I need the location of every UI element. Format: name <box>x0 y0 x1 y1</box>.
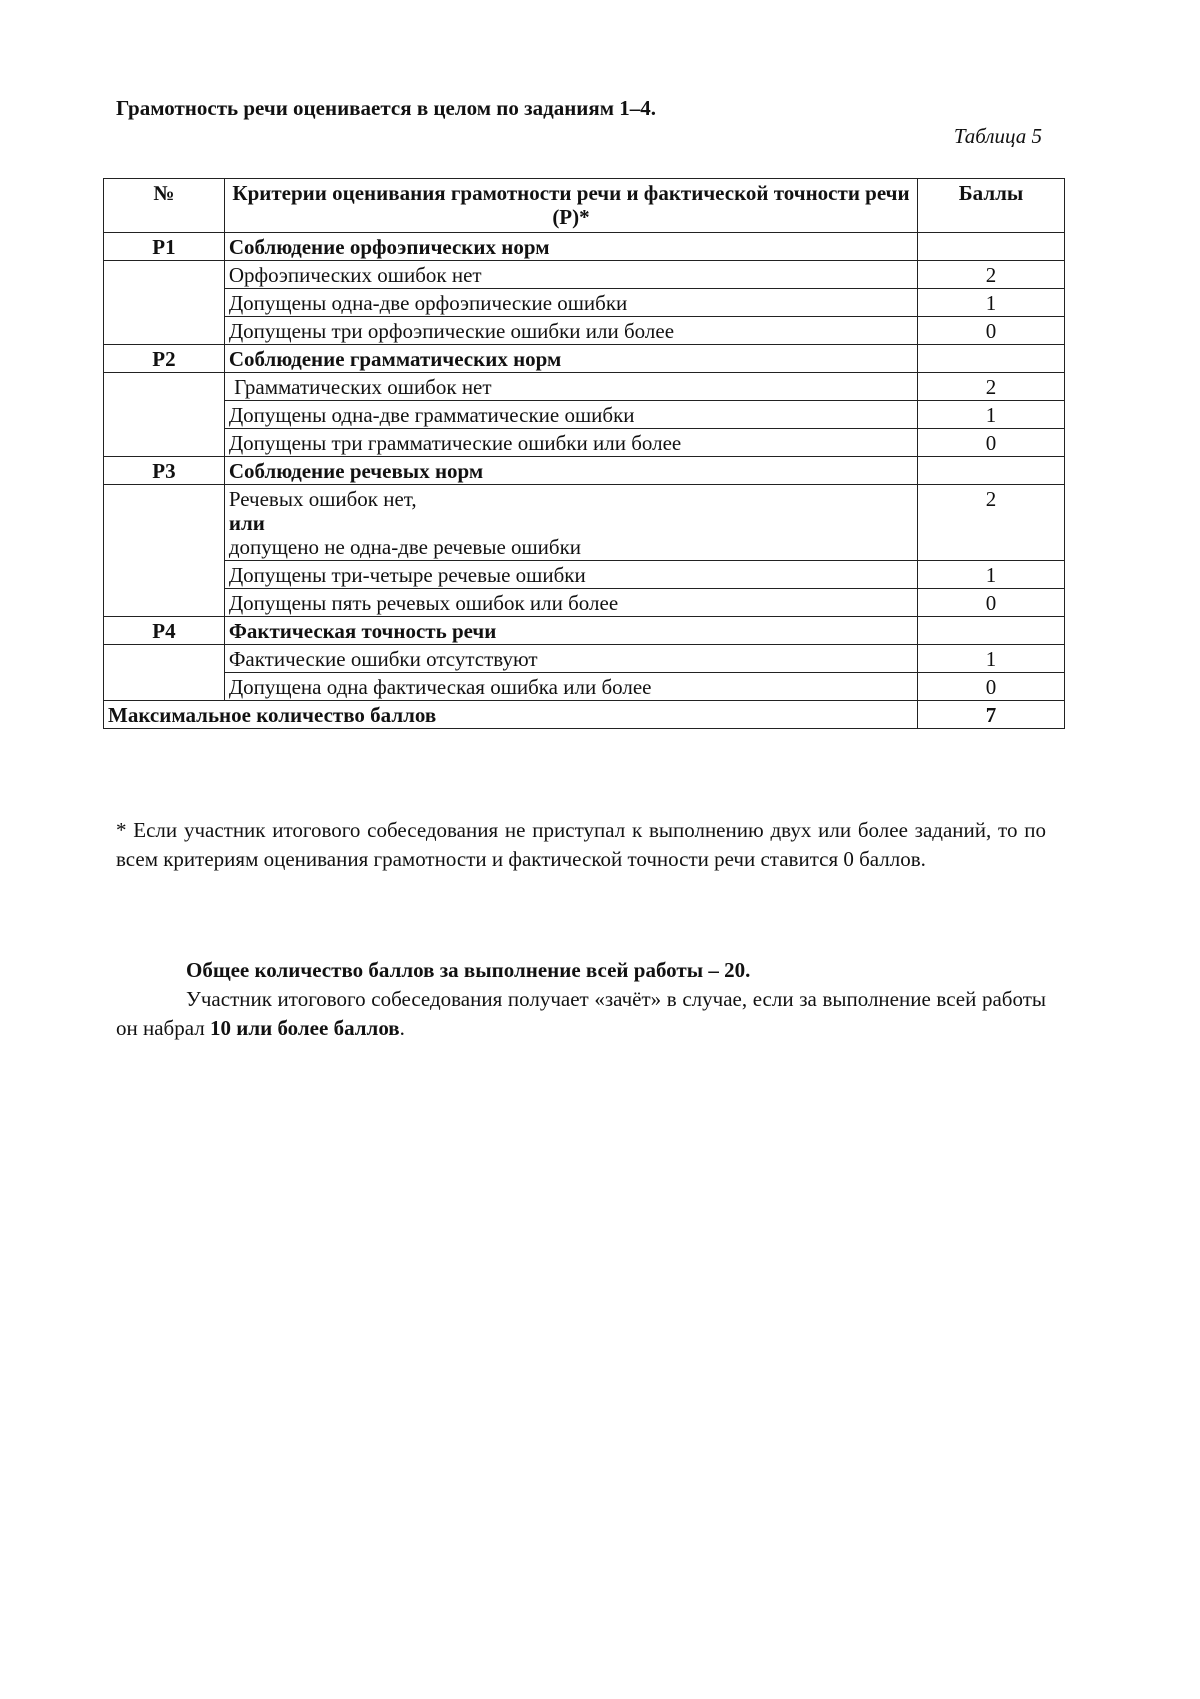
table-label: Таблица 5 <box>953 124 1042 148</box>
pass-condition-text <box>116 985 1046 1043</box>
criterion-line: допущено не одна-две речевые ошибки <box>228 535 582 559</box>
group-score-empty <box>918 457 1065 485</box>
group-row-p1 <box>104 233 1065 261</box>
criterion-score: 2 <box>918 485 1065 561</box>
criterion-text: Допущены три грамматические ошибки или более <box>224 429 917 457</box>
group-title: Соблюдение речевых норм <box>224 457 917 485</box>
header-score: Баллы <box>918 179 1065 233</box>
criterion-score: 0 <box>918 589 1065 617</box>
group-code: Р1 <box>104 233 225 261</box>
criterion-text: Грамматических ошибок нет <box>224 373 917 401</box>
criterion-score: 0 <box>918 317 1065 345</box>
group-code-empty <box>104 485 225 617</box>
group-code: Р3 <box>104 457 225 485</box>
table-row <box>104 317 1065 345</box>
table-row <box>104 401 1065 429</box>
table-row <box>104 261 1065 289</box>
criterion-text: Допущены три-четыре речевые ошибки <box>224 561 917 589</box>
table-row <box>104 289 1065 317</box>
pass-text-bold: 10 или более баллов <box>209 1016 400 1040</box>
group-score-empty <box>918 233 1065 261</box>
group-code-empty <box>104 261 225 345</box>
criterion-text: Допущены одна-две грамматические ошибки <box>224 401 917 429</box>
pass-text-before: Участник итогового собеседования получает «зачёт» в случае, если за выполнение всей работы он набрал <box>116 987 1046 1040</box>
group-code: Р4 <box>104 617 225 645</box>
total-row <box>104 701 1065 729</box>
criterion-text: Допущены три орфоэпические ошибки или более <box>224 317 917 345</box>
criterion-text: Допущены пять речевых ошибок или более <box>224 589 917 617</box>
criterion-score: 0 <box>918 429 1065 457</box>
criterion-score: 2 <box>918 373 1065 401</box>
table-header-row <box>104 179 1065 233</box>
criterion-text: Допущена одна фактическая ошибка или более <box>224 673 917 701</box>
group-title: Соблюдение грамматических норм <box>224 345 917 373</box>
criterion-score: 0 <box>918 673 1065 701</box>
group-row-p2 <box>104 345 1065 373</box>
group-row-p3 <box>104 457 1065 485</box>
criterion-text: Допущены одна-две орфоэпические ошибки <box>224 289 917 317</box>
group-title: Фактическая точность речи <box>224 617 917 645</box>
total-label: Максимальное количество баллов <box>104 701 918 729</box>
footnote: * Если участник итогового собеседования не приступал к выполнению двух или более заданий, то по всем критериям оценивания грамотности и фактической точности речи ставится 0 баллов. <box>116 818 1046 871</box>
group-code: Р2 <box>104 345 225 373</box>
criteria-table <box>103 178 1065 729</box>
criterion-score: 2 <box>918 261 1065 289</box>
criterion-text: Орфоэпических ошибок нет <box>224 261 917 289</box>
table-row <box>104 561 1065 589</box>
header-num: № <box>104 179 225 233</box>
criterion-score: 1 <box>918 561 1065 589</box>
criterion-text <box>224 485 917 561</box>
intro-heading: Грамотность речи оценивается в целом по заданиям 1–4. <box>116 96 657 120</box>
criterion-score: 1 <box>918 289 1065 317</box>
table-row <box>104 485 1065 561</box>
table-row <box>104 673 1065 701</box>
group-title: Соблюдение орфоэпических норм <box>224 233 917 261</box>
criterion-text: Фактические ошибки отсутствуют <box>224 645 917 673</box>
criterion-or: или <box>228 511 265 535</box>
pass-text-after: . <box>399 1016 405 1040</box>
group-row-p4 <box>104 617 1065 645</box>
total-value: 7 <box>918 701 1065 729</box>
criterion-line: Речевых ошибок нет, <box>228 487 417 511</box>
table-row <box>104 429 1065 457</box>
total-score-heading: Общее количество баллов за выполнение всей работы – 20. <box>186 958 751 982</box>
table-row <box>104 589 1065 617</box>
criterion-score: 1 <box>918 645 1065 673</box>
table-row <box>104 645 1065 673</box>
group-score-empty <box>918 617 1065 645</box>
group-score-empty <box>918 345 1065 373</box>
group-code-empty <box>104 645 225 701</box>
group-code-empty <box>104 373 225 457</box>
criterion-score: 1 <box>918 401 1065 429</box>
header-criteria: Критерии оценивания грамотности речи и фактической точности речи (Р)* <box>224 179 917 233</box>
table-row <box>104 373 1065 401</box>
